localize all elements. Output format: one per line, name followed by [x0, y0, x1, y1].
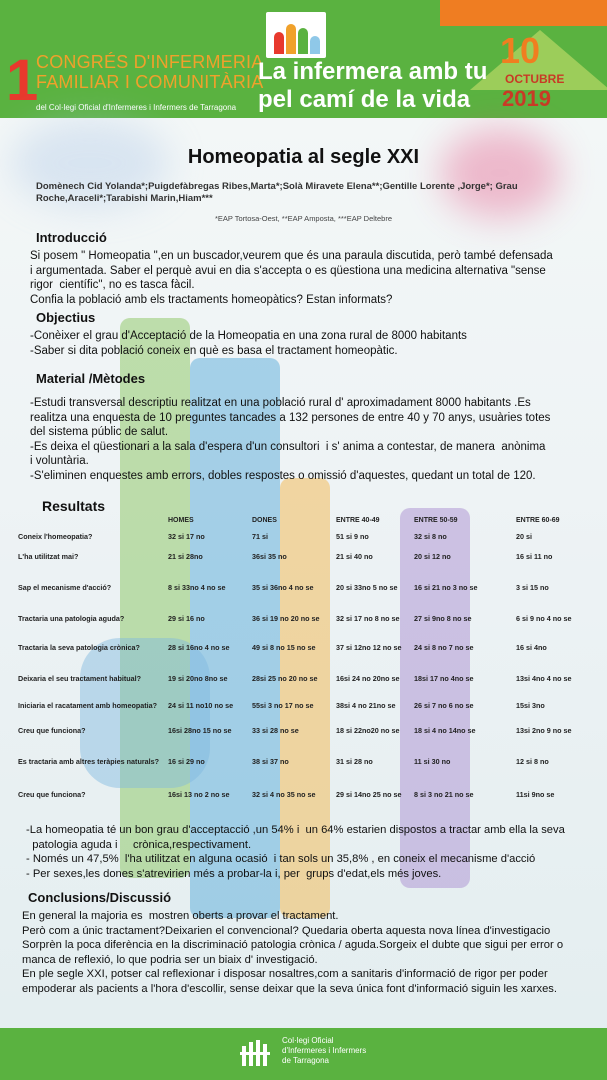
- results-row: [16, 528, 588, 544]
- results-value-cell: 32 si 8 no: [414, 531, 447, 541]
- results-row: [16, 605, 588, 631]
- results-value-cell: 24 si 8 no 7 no se: [414, 642, 474, 652]
- conclusions-line: En general la majoria es mostren oberts a provar el tractament.: [22, 910, 339, 922]
- results-value-cell: 24 si 11 no10 no se: [168, 700, 234, 710]
- conclusions-text: [22, 909, 604, 996]
- metodes-line: i voluntària.: [30, 455, 89, 467]
- motto-line-1: La infermera amb tu: [258, 58, 488, 85]
- results-question-cell: Es tractaria amb altres teràpies naturals?: [18, 756, 160, 766]
- results-question-cell: Creu que funciona?: [18, 789, 86, 799]
- results-body: [16, 528, 588, 809]
- results-value-cell: 71 si: [252, 531, 268, 541]
- results-row: [16, 544, 588, 569]
- results-value-cell: 18si 17 no 4no se: [414, 673, 474, 683]
- results-value-cell: 16si 24 no 20no se: [336, 673, 400, 683]
- metodes-line: -S'eliminen enquestes amb errors, dobles respostes o omissió d'aquestes, quedant un total de 120.: [30, 469, 536, 482]
- intro-line: i argumentada. Saber el perquè avui en dia s'accepta o es qüestiona una medicina alternativa "sense: [30, 264, 546, 277]
- results-question-cell: Sap el mecanisme d'acció?: [18, 582, 112, 592]
- metodes-line: del sistema públic de salut.: [30, 426, 169, 438]
- results-value-cell: 26 si 7 no 6 no se: [414, 700, 474, 710]
- results-value-cell: 55si 3 no 17 no se: [252, 700, 314, 710]
- resultats-heading: Resultats: [42, 498, 106, 514]
- metodes-heading: Material /Mètodes: [36, 371, 146, 386]
- intro-line: Si posem " Homeopatia ",en un buscador,veurem que és una paraula discutida, però també defensada: [30, 250, 553, 262]
- results-value-cell: 11si 9no se: [516, 789, 555, 799]
- poster-header: [0, 0, 607, 118]
- results-value-cell: 21 si 40 no: [336, 552, 373, 561]
- congress-logo: [266, 12, 326, 58]
- authors: Domènech Cid Yolanda*;Puigdefàbregas Ribes,Marta*;Solà Miravete Elena**;Gentille Lorente ,Jorge*; Grau Roche,Araceli*;Tarabishi Marin,Hiam***: [36, 181, 518, 204]
- congress-motto: [258, 58, 498, 114]
- results-value-cell: 19 si 20no 8no se: [168, 673, 228, 683]
- results-row: [16, 693, 588, 717]
- results-value-cell: 8 si 3 no 21 no se: [414, 789, 474, 799]
- conclusions-heading: Conclusions/Discussió: [28, 890, 172, 905]
- results-value-cell: 28 si 16no 4 no se: [168, 642, 230, 652]
- poster-footer: [0, 1028, 607, 1080]
- college-logo-icon: [240, 1038, 270, 1068]
- results-col-header: ENTRE 50-59: [414, 516, 458, 524]
- results-col-header: [16, 512, 166, 528]
- results-question-cell: Deixaria el seu tractament habitual?: [18, 673, 142, 683]
- results-value-cell: 15si 3no: [516, 700, 545, 710]
- summary-line: -La homeopatia té un bon grau d'acceptacció ,un 54% i un 64% estarien dispostos a tractar amb ella la seva: [26, 824, 565, 836]
- college-name: [282, 1036, 366, 1066]
- results-question-cell: Tractaria una patologia aguda?: [18, 613, 125, 623]
- results-value-cell: 12 si 8 no: [516, 756, 549, 766]
- date-year: 2019: [502, 86, 551, 111]
- results-row: [16, 663, 588, 693]
- results-question-cell: Creu que funciona?: [18, 725, 86, 735]
- results-value-cell: 38 si 37 no: [252, 756, 289, 766]
- results-value-cell: 11 si 30 no: [414, 756, 451, 766]
- results-row: [16, 631, 588, 663]
- results-value-cell: 38si 4 no 21no se: [336, 700, 396, 710]
- congress-organizer: del Col·legi Oficial d'Infermeres i Infermers de Tarragona: [36, 103, 237, 112]
- results-value-cell: 49 si 8 no 15 no se: [252, 642, 316, 652]
- results-value-cell: 20 si 12 no: [414, 552, 451, 561]
- college-name-line: de Tarragona: [282, 1056, 329, 1065]
- results-table: [16, 512, 588, 809]
- congress-name: [36, 52, 263, 92]
- intro-text: [30, 249, 600, 307]
- date-day: 10: [500, 30, 541, 71]
- conclusions-line: Però com a únic tractament?Deixarien el convencional? Quedaria oberta aquesta nova línea d'investigacio: [22, 924, 551, 937]
- results-value-cell: 16 si 21 no 3 no se: [414, 582, 478, 592]
- results-value-cell: 3 si 15 no: [516, 582, 549, 592]
- results-row: [16, 743, 588, 779]
- metodes-line: realitza una enquesta de 10 preguntes tancades a 132 persones de entre 40 y 70 anys, usuàries totes: [30, 411, 551, 424]
- conclusions-line: Sorprèn la poca diferència en la discriminació patologia crònica / aguda.Sorgeix el dubte que sigui per error o: [22, 939, 564, 951]
- results-value-cell: 18 si 22no20 no se: [336, 725, 400, 735]
- results-value-cell: 21 si 28no: [168, 552, 203, 561]
- date-month: OCTUBRE: [505, 72, 565, 86]
- objectius-heading: Objectius: [36, 310, 96, 325]
- results-question-cell: Iniciaria el racatament amb homeopatia?: [18, 700, 158, 710]
- results-value-cell: 16 si 11 no: [516, 552, 553, 561]
- intro-heading: Introducció: [36, 230, 107, 245]
- metodes-line: -Estudi transversal descriptiu realitzat en una població rural d' aproximadament 8000 habitants .Es: [30, 397, 531, 409]
- summary-line: - Per sexes,les dones s'atrevirien més a probar-la i, per grups d'edat,els més joves.: [26, 867, 442, 880]
- results-value-cell: 13si 2no 9 no se: [516, 725, 572, 735]
- results-value-cell: 16si 28no 15 no se: [168, 725, 232, 735]
- results-value-cell: 33 si 28 no se: [252, 725, 299, 735]
- congress-line-2: FAMILIAR I COMUNITÀRIA: [36, 72, 264, 92]
- results-value-cell: 20 si: [516, 531, 532, 541]
- results-value-cell: 8 si 33no 4 no se: [168, 582, 226, 592]
- results-value-cell: 13si 4no 4 no se: [516, 673, 572, 683]
- results-value-cell: 6 si 9 no 4 no se: [516, 613, 572, 623]
- metodes-text: [30, 396, 600, 483]
- conclusions-line: En ple segle XXI, potser cal reflexionar i disposar nosaltres,com a sanitaris d'informació de rigor per poder: [22, 968, 548, 980]
- summary-line: - Només un 47,5% l'ha utilitzat en alguna ocasió i tan sols un 35,8% , en coneix el mecanisme d'acció: [26, 853, 536, 865]
- poster-title: Homeopatia al segle XXI: [187, 146, 420, 168]
- results-value-cell: 20 si 33no 5 no se: [336, 582, 398, 592]
- objectius-text: [30, 329, 600, 358]
- results-question-cell: Tractaria la seva patologia crònica?: [18, 642, 140, 652]
- affiliations: *EAP Tortosa-Oest, **EAP Amposta, ***EAP Deltebre: [214, 214, 393, 223]
- results-value-cell: 27 si 9no 8 no se: [414, 613, 472, 623]
- college-name-line: d'Infermeres i Infermers: [282, 1046, 367, 1055]
- results-value-cell: 18 si 4 no 14no se: [414, 725, 476, 735]
- objectius-line: -Conèixer el grau d'Acceptació de la Homeopatia en una zona rural de 8000 habitants: [30, 330, 467, 342]
- results-row: [16, 569, 588, 605]
- results-value-cell: 16 si 4no: [516, 642, 547, 652]
- results-value-cell: 36si 35 no: [252, 552, 287, 561]
- results-value-cell: 32 si 17 no: [168, 531, 205, 541]
- summary-line: patologia aguda i crònica,respectivament.: [26, 838, 252, 851]
- results-value-cell: 35 si 36no 4 no se: [252, 582, 314, 592]
- results-col-header: DONES: [252, 516, 277, 524]
- results-value-cell: 16si 13 no 2 no se: [168, 789, 230, 799]
- results-value-cell: 32 si 4 no 35 no se: [252, 789, 316, 799]
- results-col-header: HOMES: [168, 516, 194, 524]
- results-col-header: ENTRE 40-49: [336, 516, 380, 524]
- results-value-cell: 32 si 17 no 8 no se: [336, 613, 400, 623]
- congress-line-1: CONGRÉS D'INFERMERIA: [36, 52, 264, 72]
- congress-number: 1: [6, 48, 39, 113]
- metodes-line: -Es deixa el qüestionari a la sala d'espera d'un consultori i s' anima a contestar, de manera anònima: [30, 440, 546, 453]
- results-value-cell: 31 si 28 no: [336, 756, 373, 766]
- objectius-line: -Saber si dita població coneix en què es basa el tractament homeopàtic.: [30, 344, 398, 357]
- intro-line: rigor científic", no es tasca fàcil.: [30, 279, 195, 291]
- results-question-cell: L'ha utilitzat mai?: [18, 552, 79, 561]
- results-question-cell: Coneix l'homeopatia?: [18, 531, 93, 541]
- motto-line-2: pel camí de la vida: [258, 86, 471, 113]
- results-value-cell: 37 si 12no 12 no se: [336, 642, 402, 652]
- conclusions-line: empoderar als pacients a l'hora d'escollir, sense deixar que la seva única font d'informació siguin les xarxes.: [22, 982, 557, 995]
- results-value-cell: 16 si 29 no: [168, 756, 205, 766]
- results-value-cell: 51 si 9 no: [336, 531, 369, 541]
- results-value-cell: 28si 25 no 20 no se: [252, 673, 318, 683]
- college-name-line: Col·legi Oficial: [282, 1036, 334, 1045]
- results-col-header: ENTRE 60-69: [516, 516, 560, 524]
- intro-line: Confia la població amb els tractaments homeopàtics? Estan informats?: [30, 293, 393, 306]
- header-orange-stripe: [440, 0, 607, 26]
- conclusions-line: manca de reflexió, lo que podria ser un biaix d' investigació.: [22, 953, 318, 966]
- results-value-cell: 36 si 19 no 20 no se: [252, 613, 320, 623]
- results-header-row: [16, 512, 588, 528]
- results-row: [16, 717, 588, 743]
- results-row: [16, 779, 588, 809]
- results-value-cell: 29 si 14no 25 no se: [336, 789, 402, 799]
- results-summary: [26, 823, 604, 881]
- results-value-cell: 29 si 16 no: [168, 613, 205, 623]
